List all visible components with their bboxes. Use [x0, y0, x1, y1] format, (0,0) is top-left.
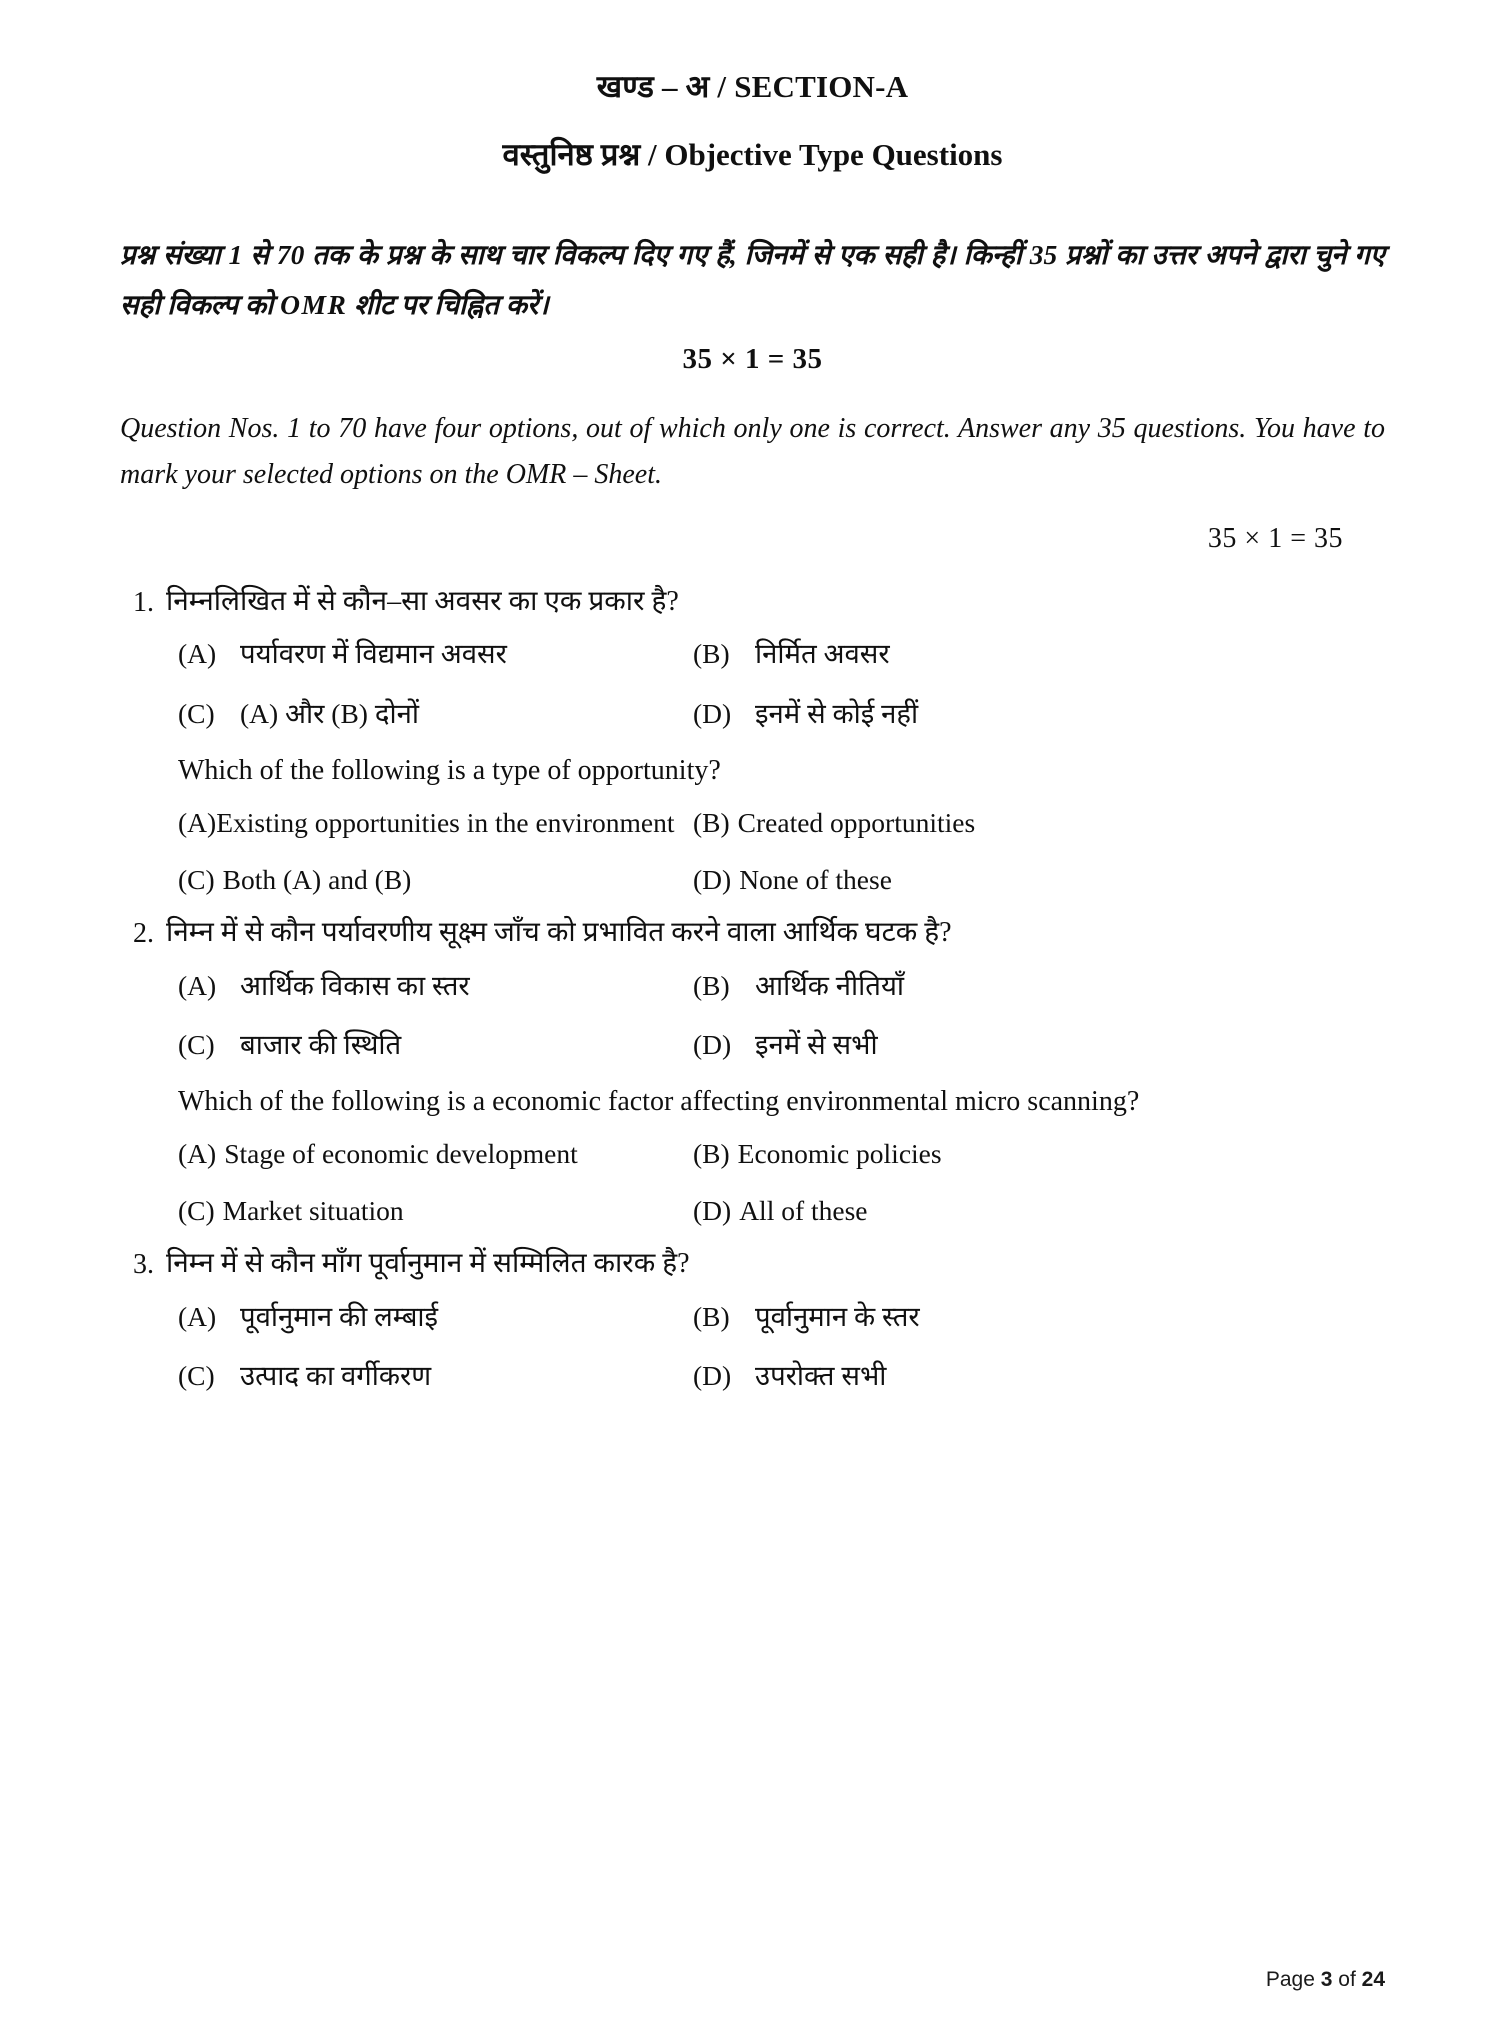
option-a[interactable]: [178, 1287, 683, 1346]
option-label: बाजार की स्थिति: [240, 1028, 402, 1060]
option-b[interactable]: [693, 1125, 1385, 1182]
option-label: निर्मित अवसर: [755, 638, 890, 670]
question-stem-hindi: [120, 581, 1385, 624]
option-label: (A) और (B) दोनों: [240, 697, 419, 729]
footer-middle: of: [1332, 1968, 1362, 1991]
option-b[interactable]: [693, 624, 1385, 683]
option-key: (A): [178, 969, 217, 1001]
question-text-english: Which of the following is a type of opportunity?: [178, 754, 721, 786]
option-key: (B): [693, 638, 730, 670]
question-text-hindi: निम्न में से कौन पर्यावरणीय सूक्ष्म जाँच को प्रभावित करने वाला आर्थिक घटक है?: [166, 917, 952, 949]
option-label: Existing opportunities in the environment: [216, 806, 675, 838]
marks-line-hindi: 35 × 1 = 35: [682, 343, 823, 376]
question-item: [120, 1243, 1385, 1405]
option-c[interactable]: [178, 1182, 683, 1239]
option-c[interactable]: [178, 1346, 683, 1405]
option-label: पर्यावरण में विद्यमान अवसर: [240, 638, 507, 670]
options-english: [178, 1125, 1385, 1240]
options-english: [178, 794, 1385, 909]
page-footer: [1266, 1968, 1385, 1992]
instruction-english: Question Nos. 1 to 70 have four options, out of which only one is correct. Answer any 35 questions. You have to mark your selected options on the OMR – Sheet.: [120, 413, 1385, 490]
question-text-hindi: निम्नलिखित में से कौन–सा अवसर का एक प्रकार है?: [166, 586, 679, 618]
option-label: None of these: [739, 864, 892, 895]
option-c[interactable]: [178, 684, 683, 743]
option-label: इनमें से कोई नहीं: [755, 697, 919, 729]
option-key: (C): [178, 1028, 215, 1060]
option-label: उत्पाद का वर्गीकरण: [240, 1360, 432, 1392]
option-key: (B): [693, 1300, 730, 1332]
option-d[interactable]: [693, 1182, 1385, 1239]
option-b[interactable]: [693, 956, 1385, 1015]
option-key: (B): [693, 1137, 730, 1169]
footer-prefix: Page: [1265, 1968, 1321, 1991]
option-d[interactable]: [693, 1015, 1385, 1074]
option-a[interactable]: [178, 794, 683, 851]
question-item: [120, 912, 1385, 1239]
option-d[interactable]: [693, 1346, 1385, 1405]
option-b[interactable]: [693, 1287, 1385, 1346]
option-a[interactable]: [178, 624, 683, 683]
option-label: आर्थिक नीतियाँ: [755, 969, 905, 1001]
footer-page-number: 3: [1320, 1968, 1333, 1991]
option-d[interactable]: [693, 851, 1385, 908]
option-label: आर्थिक विकास का स्तर: [240, 969, 470, 1001]
option-key: (A): [178, 1300, 217, 1332]
option-key: (C): [178, 697, 215, 729]
option-key: (C): [178, 864, 215, 895]
option-key: (B): [693, 806, 730, 838]
option-key: (D): [693, 1028, 732, 1060]
option-key: (C): [178, 1360, 215, 1392]
option-b[interactable]: [693, 794, 1385, 851]
option-label: Economic policies: [737, 1137, 942, 1169]
option-key: (B): [693, 969, 730, 1001]
option-key: (A): [178, 1137, 217, 1169]
omr-label-hindi: OMR: [280, 289, 348, 321]
option-label: उपरोक्त सभी: [755, 1360, 887, 1392]
option-c[interactable]: [178, 1015, 683, 1074]
option-key: (A): [178, 806, 217, 838]
option-label: All of these: [739, 1195, 868, 1227]
question-item: [120, 581, 1385, 908]
option-key: (D): [693, 1360, 732, 1392]
question-number: 2.: [133, 918, 154, 950]
instruction-hindi-part2: शीट पर चिह्नित करें।: [347, 289, 549, 321]
option-label: पूर्वानुमान के स्तर: [755, 1300, 920, 1332]
question-list: [120, 581, 1385, 1405]
option-key: (A): [178, 638, 217, 670]
options-hindi: [178, 956, 1385, 1075]
section-heading: खण्ड – अ / SECTION-A: [596, 69, 909, 104]
question-number: 3.: [133, 1249, 154, 1281]
question-text-english: Which of the following is a economic factor affecting environmental micro scanning?: [178, 1086, 1140, 1118]
option-label: इनमें से सभी: [755, 1028, 878, 1060]
option-d[interactable]: [693, 684, 1385, 743]
option-label: पूर्वानुमान की लम्बाई: [240, 1300, 439, 1332]
question-number: 1.: [133, 587, 154, 619]
footer-total-pages: 24: [1361, 1968, 1385, 1991]
marks-line-english: 35 × 1 = 35: [1207, 523, 1343, 555]
question-stem-hindi: [120, 912, 1385, 955]
option-label: Both (A) and (B): [222, 864, 412, 895]
instruction-hindi: [120, 230, 1385, 332]
options-hindi: [178, 624, 1385, 743]
option-c[interactable]: [178, 851, 683, 908]
option-a[interactable]: [178, 1125, 683, 1182]
option-label: Market situation: [222, 1195, 404, 1227]
option-key: (D): [693, 1195, 732, 1227]
option-key: (D): [693, 697, 732, 729]
question-stem-hindi: [120, 1243, 1385, 1286]
option-label: Created opportunities: [737, 806, 976, 838]
option-label: Stage of economic development: [224, 1137, 578, 1169]
option-key: (C): [178, 1195, 215, 1227]
subsection-heading: वस्तुनिष्ठ प्रश्न / Objective Type Questions: [502, 137, 1003, 173]
option-a[interactable]: [178, 956, 683, 1015]
instruction-hindi-part1: प्रश्न संख्या 1 से 70 तक के प्रश्न के साथ चार विकल्प दिए गए हैं, जिनमें से एक सही है। किन्हीं 35 प्रश्नों का उत्तर अपने द्वारा चुने गए सही विकल्प को: [120, 238, 1385, 321]
options-hindi: [178, 1287, 1385, 1406]
option-key: (D): [693, 864, 732, 895]
question-text-hindi: निम्न में से कौन माँग पूर्वानुमान में सम्मिलित कारक है?: [166, 1248, 690, 1280]
